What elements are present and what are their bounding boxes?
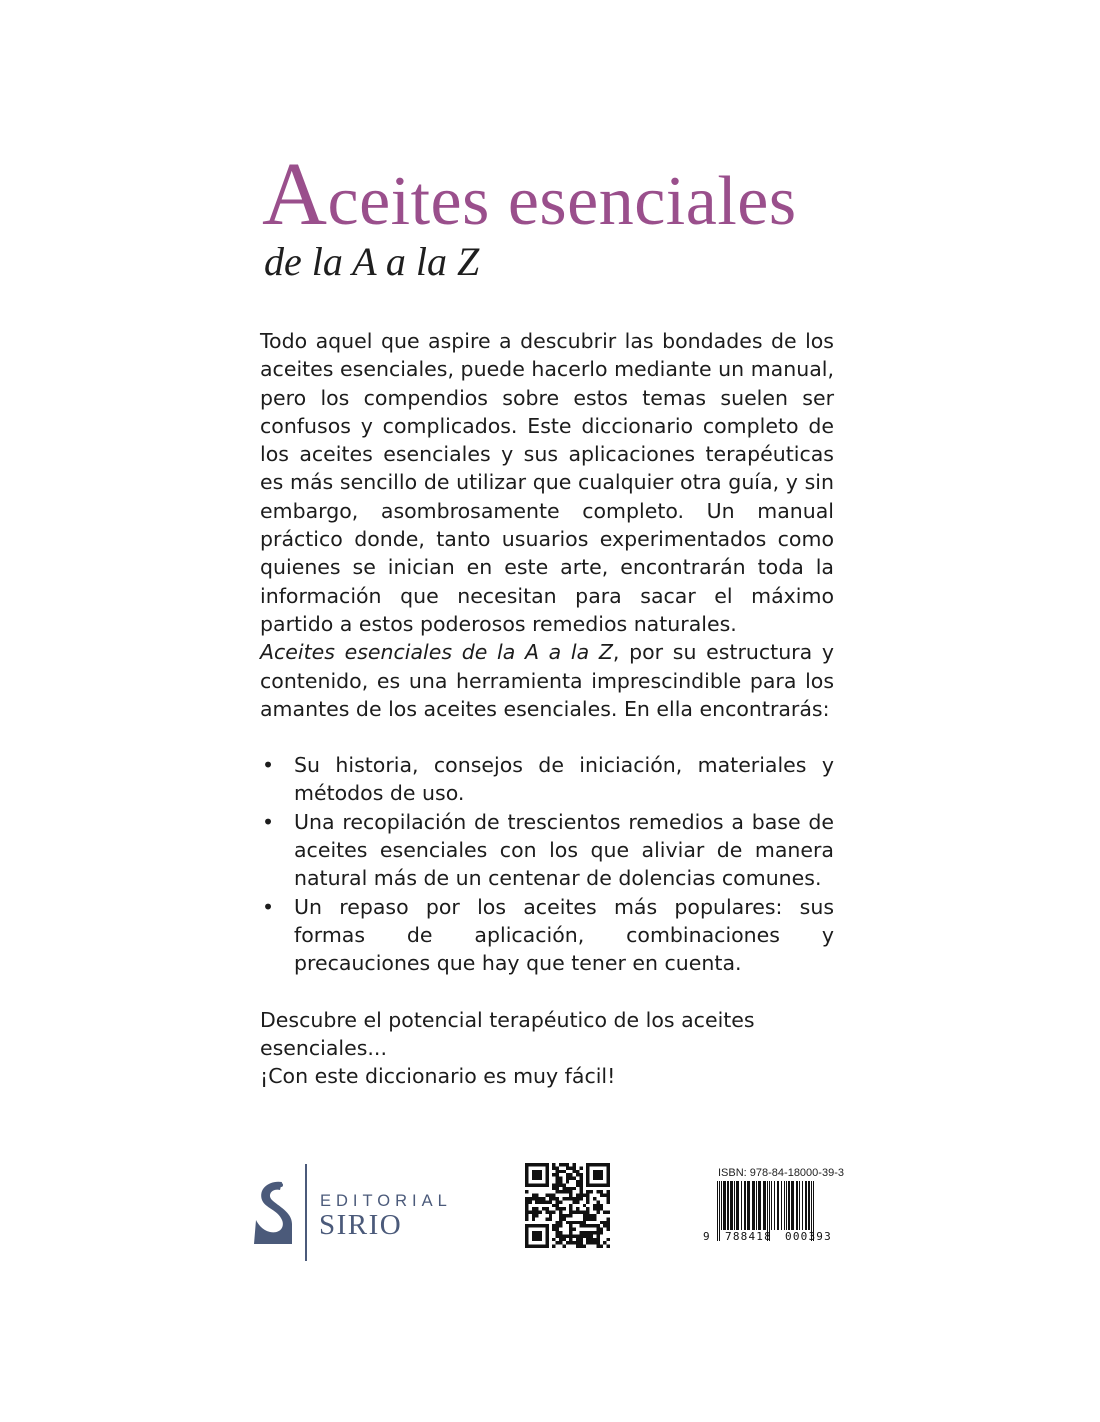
publisher-logo: [252, 1164, 452, 1262]
title-rest: ceites esenciales: [327, 163, 797, 240]
feature-item: [260, 808, 834, 893]
description-paragraph: Todo aquel que aspire a descubrir las bondades de los aceites esenciales, puede hacerlo mediante un manual, pero los compendios sobre estos temas suelen ser confusos y complicados. Este diccionario completo de los aceites esenciales y sus aplicaciones terapéuticas es más sencillo de utilizar que cualquier otra guía, y sin embargo, asombrosamente completo. Un manual práctico donde, tanto usuarios experimentados como quienes se inician en este arte, encontrarán toda la información que necesitan para sacar el máximo partido a estos poderosos remedios naturales.: [260, 329, 834, 636]
bullet-icon: •: [262, 753, 275, 778]
book-subtitle: de la A a la Z: [264, 239, 480, 284]
feature-item: [260, 751, 834, 808]
closing-line-2: ¡Con este diccionario es muy fácil!: [260, 1064, 616, 1089]
barcode-digits-left: 788418: [725, 1230, 772, 1243]
book-title-italic: Aceites esenciales de la A a la Z: [260, 640, 613, 665]
back-cover-text: [260, 327, 834, 1090]
publisher-label: EDITORIAL: [320, 1192, 452, 1210]
feature-text: Una recopilación de trescientos remedios a base de aceites esenciales con los que aliviar de manera natural más de un centenar de dolencias comunes.: [294, 809, 834, 891]
isbn-barcode: [700, 1167, 850, 1247]
intro-paragraph: [260, 638, 834, 723]
feature-text: Un repaso por los aceites más populares: sus formas de aplicación, combinaciones y precauciones que hay que tener en cuenta.: [294, 894, 834, 976]
barcode-digit-first: 9: [703, 1230, 710, 1243]
bullet-icon: •: [262, 809, 275, 834]
feature-text: Su historia, consejos de iniciación, materiales y métodos de uso.: [294, 753, 834, 806]
logo-divider: [305, 1164, 307, 1261]
publisher-name: SIRIO: [319, 1209, 403, 1241]
intro-paragraph-text: , por su estructura y contenido, es una herramienta imprescindible para los amantes de los aceites esenciales. En ella encontrarás:: [260, 640, 834, 721]
barcode-digits-right: 000393: [785, 1230, 832, 1243]
feature-list: [260, 751, 834, 977]
book-title: [262, 145, 797, 244]
isbn-label: ISBN: 978-84-18000-39-3: [718, 1167, 844, 1179]
feature-item: [260, 893, 834, 978]
title-initial: A: [262, 145, 328, 244]
closing-line-1: Descubre el potencial terapéutico de los aceites esenciales...: [260, 1007, 755, 1060]
qr-code-icon: [525, 1163, 610, 1248]
closing-text: [260, 1006, 834, 1091]
swan-logo-icon: [252, 1180, 294, 1246]
bullet-icon: •: [262, 894, 275, 919]
